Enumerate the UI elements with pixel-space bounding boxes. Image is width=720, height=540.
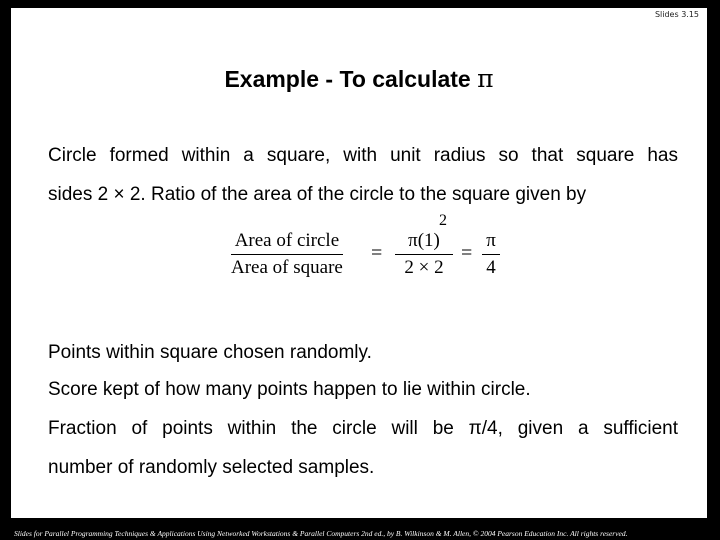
paragraph-line-1: Circle formed within a square, with unit radius so that square has bbox=[48, 145, 678, 166]
bullet-points-random: Points within square chosen randomly. bbox=[48, 342, 372, 363]
fraction-pi-over-2x2 bbox=[395, 230, 453, 279]
numerator-pi-one: π(1) bbox=[395, 230, 453, 255]
fraction-area-ratio bbox=[231, 230, 343, 279]
title-text: Example - To calculate bbox=[224, 66, 478, 92]
exponent-two: 2 bbox=[439, 212, 447, 229]
paragraph-line-2: sides 2 × 2. Ratio of the area of the circle to the square given by bbox=[48, 184, 587, 205]
numerator-pi: π bbox=[482, 230, 500, 255]
bullet-score-kept: Score kept of how many points happen to lie within circle. bbox=[48, 379, 531, 400]
bullet-fraction-line-1: Fraction of points within the circle will be π/4, given a sufficient bbox=[48, 418, 678, 439]
title-pi-symbol: π bbox=[477, 64, 494, 93]
bullet-fraction-line-2: number of randomly selected samples. bbox=[48, 457, 375, 478]
fraction-pi-over-four bbox=[482, 230, 500, 279]
footer-copyright: Slides for Parallel Programming Techniques & Applications Using Networked Workstations & Parallel Computers 2nd ed., by B. Wilkinson & M. Allen, © 2004 Pearson Education Inc. All rights reserved. bbox=[14, 529, 628, 538]
equals-sign-2: = bbox=[461, 242, 473, 264]
denominator-four: 4 bbox=[486, 257, 496, 278]
slide bbox=[11, 8, 707, 518]
slide-title bbox=[11, 64, 707, 93]
numerator-area-of-circle: Area of circle bbox=[231, 230, 343, 255]
slide-number: Slides 3.15 bbox=[654, 10, 699, 19]
equals-sign-1: = bbox=[371, 242, 383, 264]
denominator-two-by-two: 2 × 2 bbox=[404, 257, 444, 278]
denominator-area-of-square: Area of square bbox=[231, 257, 343, 278]
